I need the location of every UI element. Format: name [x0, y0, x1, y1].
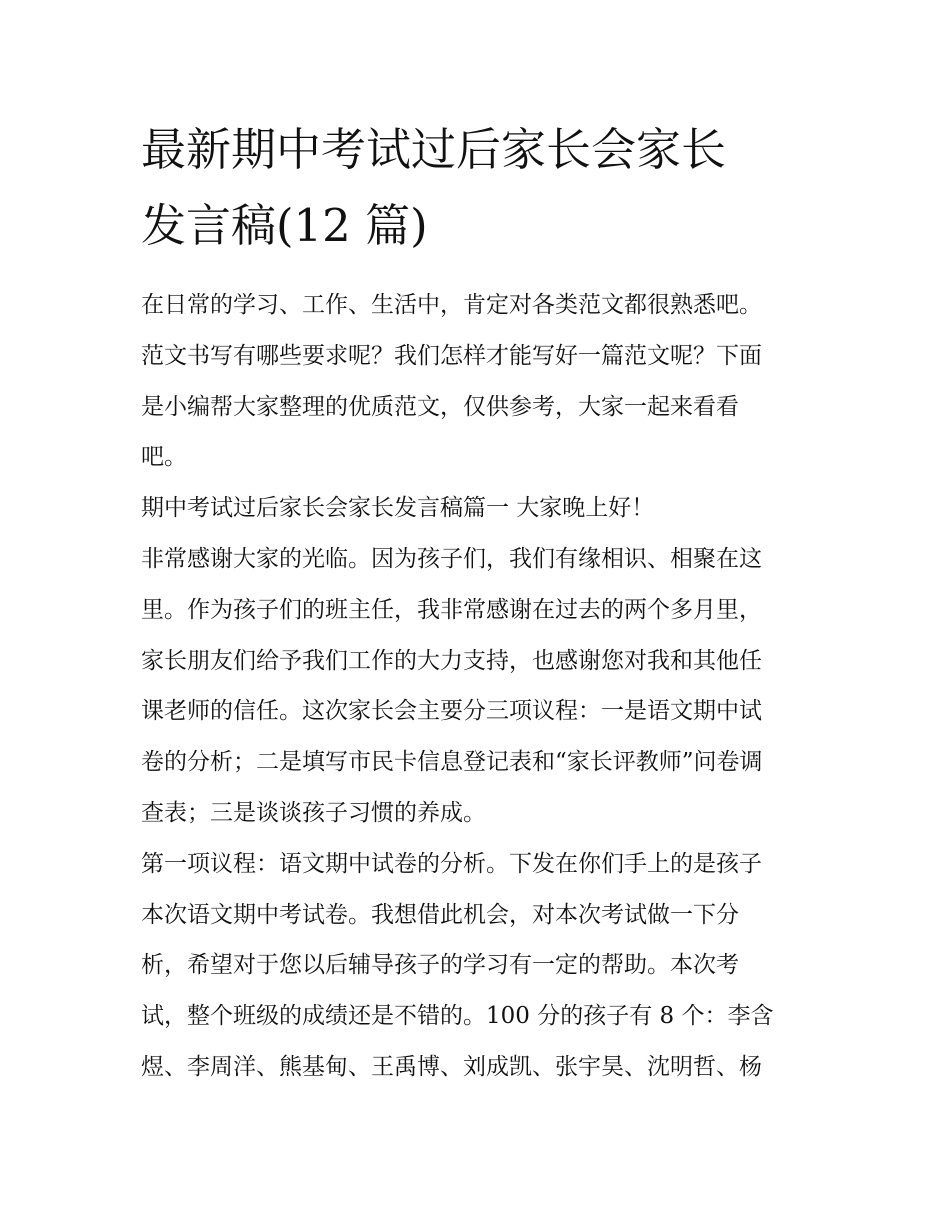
body-line: 本次语文期中考试卷。我想借此机会，对本次考试做一下分	[141, 901, 739, 928]
body-line: 是小编帮大家整理的优质范文，仅供参考，大家一起来看看	[141, 393, 739, 420]
body-line: 试，整个班级的成绩还是不错的。100 分的孩子有 8 个：李含	[141, 1003, 774, 1030]
body-line: 析，希望对于您以后辅导孩子的学习有一定的帮助。本次考	[141, 952, 739, 979]
body-line: 课老师的信任。这次家长会主要分三项议程：一是语文期中试	[141, 698, 762, 725]
body-line: 范文书写有哪些要求呢？我们怎样才能写好一篇范文呢？下面	[141, 342, 762, 369]
body-line: 第一项议程：语文期中试卷的分析。下发在你们手上的是孩子	[141, 850, 762, 877]
body-line: 吧。	[141, 444, 187, 471]
body-line: 查表；三是谈谈孩子习惯的养成。	[141, 799, 486, 826]
body-line: 家长朋友们给予我们工作的大力支持，也感谢您对我和其他任	[141, 647, 762, 674]
body-line: 在日常的学习、工作、生活中，肯定对各类范文都很熟悉吧。	[141, 292, 762, 318]
body-line: 非常感谢大家的光临。因为孩子们，我们有缘相识、相聚在这	[141, 545, 762, 572]
body-line: 期中考试过后家长会家长发言稿篇一 大家晚上好！	[141, 495, 655, 522]
body-line: 煜、李周洋、熊基甸、王禹博、刘成凯、张宇昊、沈明哲、杨	[141, 1053, 762, 1080]
document-content	[141, 112, 813, 1093]
body-line: 里。作为孩子们的班主任，我非常感谢在过去的两个多月里，	[141, 596, 762, 623]
document-title: 最新期中考试过后家长会家长 发言稿(12 篇)	[141, 123, 727, 252]
body-line: 卷的分析；二是填写市民卡信息登记表和“家长评教师”问卷调	[141, 749, 763, 776]
